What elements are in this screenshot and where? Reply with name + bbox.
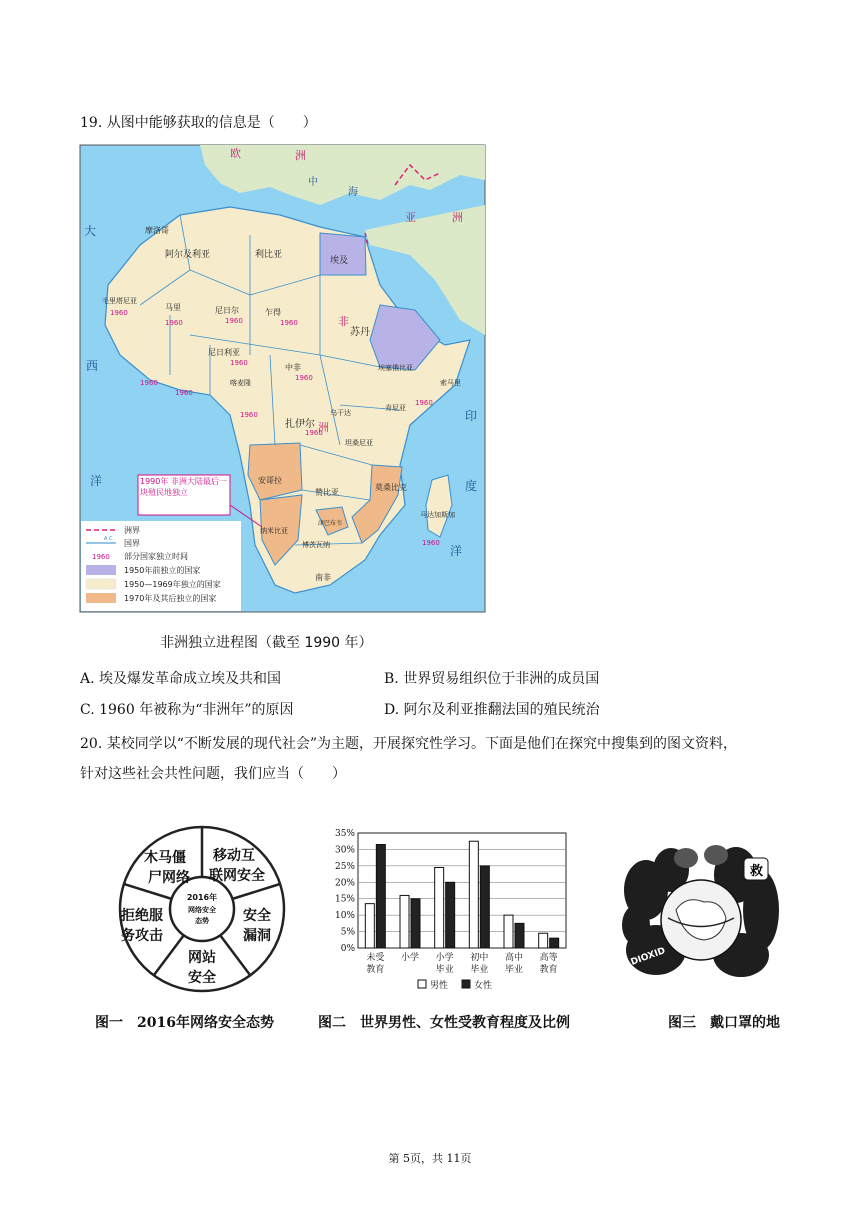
label-africa-fei: 非 (338, 315, 349, 328)
figure-2-caption: 图二 世界男性、女性受教育程度及比例 (318, 1015, 570, 1031)
y-tick-label: 5% (340, 927, 355, 938)
figure-2-education-chart (330, 825, 575, 1000)
year-label: 1960 (305, 429, 323, 437)
label-ocean-yin: 印 (465, 409, 478, 423)
pie-center-line1: 2016年 (186, 893, 218, 902)
x-tick-label: 小学 (400, 953, 420, 963)
label-zimbabwe: 津巴布韦 (318, 520, 343, 527)
x-tick-label: 毕业 (470, 965, 489, 975)
legend-mark-ab: A C (104, 536, 113, 542)
legend-1970-after: 1970年及其后独立的国家 (124, 594, 217, 603)
label-uganda: 乌干达 (330, 409, 351, 417)
label-zhong: 中 (308, 177, 318, 188)
pie-segment-mobile: 移动互 (213, 848, 255, 864)
option-c: C. 1960 年被称为“非洲年”的原因 (80, 702, 294, 718)
option-a: A. 埃及爆发革命成立埃及共和国 (80, 671, 282, 687)
label-niger: 尼日尔 (215, 306, 239, 315)
legend-male-label: 男性 (430, 981, 449, 991)
bar-male (400, 895, 409, 948)
figure-3-cartoon (626, 840, 768, 980)
bar-male (504, 915, 513, 948)
year-label: 1960 (415, 399, 433, 407)
question-19-stem: 19. 从图中能够获取的信息是（ ） (80, 115, 317, 131)
label-angola: 安哥拉 (258, 476, 282, 485)
bar-female (480, 866, 489, 948)
legend-independence-time: 部分国家独立时间 (124, 552, 188, 561)
y-tick-label: 30% (334, 845, 355, 856)
legend-male-swatch (418, 980, 426, 988)
label-morocco: 摩洛哥 (145, 226, 169, 235)
legend-country-border: 国界 (124, 539, 140, 548)
pie-center-line3: 态势 (195, 917, 209, 925)
legend-female-swatch (462, 980, 470, 988)
label-zaire: 扎伊尔 (285, 419, 315, 430)
bar-male (539, 933, 548, 948)
question-20-stem-line1: 20. 某校同学以“不断发展的现代社会”为主题，开展探究性学习。下面是他们在探究中搜集到的图文资料， (80, 736, 738, 752)
figure-1-network-security (107, 822, 297, 992)
label-south-africa: 南非 (315, 573, 331, 582)
bar-male (469, 841, 478, 948)
pie-center-line2: 网络安全 (188, 906, 216, 914)
y-tick-label: 35% (334, 829, 355, 839)
y-tick-label: 25% (334, 861, 355, 872)
plot-area (358, 833, 566, 948)
label-botswana: 博茨瓦纳 (302, 541, 330, 549)
pie-segment-trojan: 木马僵 (144, 850, 186, 866)
label-madagascar: 马达加斯加 (420, 511, 455, 519)
pie-segment-vuln: 安全 (243, 908, 271, 924)
y-tick-label: 0% (340, 944, 355, 954)
label-central-africa: 中非 (285, 363, 301, 372)
question-20-stem-line2: 针对这些社会共性问题，我们应当（ ） (80, 766, 346, 782)
label-mali: 马里 (165, 303, 181, 312)
bar-male (435, 868, 444, 949)
year-label: 1960 (295, 374, 313, 382)
x-tick-label: 小学 (435, 953, 454, 963)
bar-female (446, 882, 455, 948)
cartoon-stamp: DIOXID (629, 946, 667, 968)
label-mozambique: 莫桑比克 (375, 483, 407, 492)
option-d: D. 阿尔及利亚推翻法国的殖民统治 (384, 702, 600, 718)
label-namibia: 纳米比亚 (260, 527, 288, 535)
label-egypt: 埃及 (330, 256, 349, 266)
x-tick-label: 教育 (366, 965, 385, 975)
year-label: 1960 (422, 539, 440, 547)
label-europe: 欧 (230, 147, 241, 160)
year-label: 1960 (230, 359, 248, 367)
pie-segment-trojan-2: 尸网络 (148, 870, 190, 886)
legend-mark-year: 1960 (92, 553, 110, 561)
label-libya: 利比亚 (255, 250, 283, 260)
label-somalia: 索马里 (440, 379, 461, 387)
label-zambia: 赞比亚 (315, 488, 339, 497)
label-asia-2: 洲 (452, 211, 463, 224)
label-nigeria: 尼日利亚 (208, 348, 240, 357)
cartoon-bubble-text: 救 (750, 864, 764, 879)
map-caption: 非洲独立进程图（截至 1990 年） (160, 635, 373, 651)
label-mauritania: 毛里塔尼亚 (102, 297, 137, 305)
y-tick-label: 10% (334, 911, 355, 922)
x-tick-label: 高等 (539, 953, 558, 963)
year-label: 1960 (225, 317, 243, 325)
year-label: 1960 (165, 319, 183, 327)
legend-1950-1969: 1950—1969年独立的国家 (124, 580, 221, 589)
x-tick-label: 毕业 (504, 965, 524, 975)
year-label: 1960 (280, 319, 298, 327)
label-africa-zhou: 洲 (318, 421, 329, 434)
map-callout: 1990年 非洲大陆最后一块殖民地独立 (140, 477, 227, 497)
bar-male (365, 904, 374, 948)
year-label: 1960 (140, 379, 158, 387)
bar-female (515, 923, 524, 948)
x-tick-label: 毕业 (435, 965, 454, 975)
pie-segment-website-2: 安全 (188, 970, 216, 986)
pie-segment-mobile-2: 联网安全 (209, 868, 265, 884)
x-tick-label: 高中 (504, 953, 524, 963)
label-cameroon: 喀麦隆 (230, 379, 251, 387)
africa-independence-map (80, 145, 485, 612)
label-ocean-du: 度 (465, 479, 478, 493)
label-asia: 亚 (405, 211, 416, 224)
year-label: 1960 (240, 411, 258, 419)
label-ocean-yang: 洋 (90, 474, 103, 488)
figure-3-caption: 图三 戴口罩的地 (668, 1015, 780, 1031)
y-tick-label: 20% (334, 878, 355, 889)
y-tick-label: 15% (334, 894, 355, 905)
figure-1-caption: 图一 2016年网络安全态势 (95, 1015, 274, 1031)
label-sudan: 苏丹 (350, 327, 370, 338)
pie-segment-website: 网站 (188, 950, 216, 966)
label-europe-2: 洲 (295, 149, 306, 162)
label-ocean-da: 大 (84, 224, 97, 238)
option-b: B. 世界贸易组织位于非洲的成员国 (384, 671, 600, 687)
label-ocean-yang2: 洋 (450, 544, 463, 558)
year-label: 1960 (175, 389, 193, 397)
bar-female (376, 845, 385, 949)
pie-segment-dos: 拒绝服 (121, 908, 163, 924)
year-label: 1960 (110, 309, 128, 317)
label-tanzania: 坦桑尼亚 (345, 439, 373, 447)
legend-female-label: 女性 (474, 981, 493, 991)
pie-segment-vuln-2: 漏洞 (243, 928, 271, 944)
x-tick-label: 初中 (470, 953, 489, 963)
legend-before-1950: 1950年前独立的国家 (124, 566, 201, 575)
label-algeria: 阿尔及利亚 (165, 250, 211, 260)
x-tick-label: 未受 (366, 953, 385, 963)
x-tick-label: 教育 (539, 965, 558, 975)
page-footer: 第 5页，共 11页 (388, 1152, 472, 1165)
label-chad: 乍得 (265, 308, 281, 317)
label-kenya: 肯尼亚 (385, 404, 406, 412)
bar-female (550, 938, 559, 948)
label-ocean-xi: 西 (86, 359, 99, 373)
label-hai: 海 (348, 187, 358, 198)
bar-female (411, 899, 420, 948)
label-ethiopia: 埃塞俄比亚 (378, 364, 413, 372)
pie-segment-dos-2: 务攻击 (121, 928, 163, 944)
legend-continent-border: 洲界 (124, 526, 140, 535)
